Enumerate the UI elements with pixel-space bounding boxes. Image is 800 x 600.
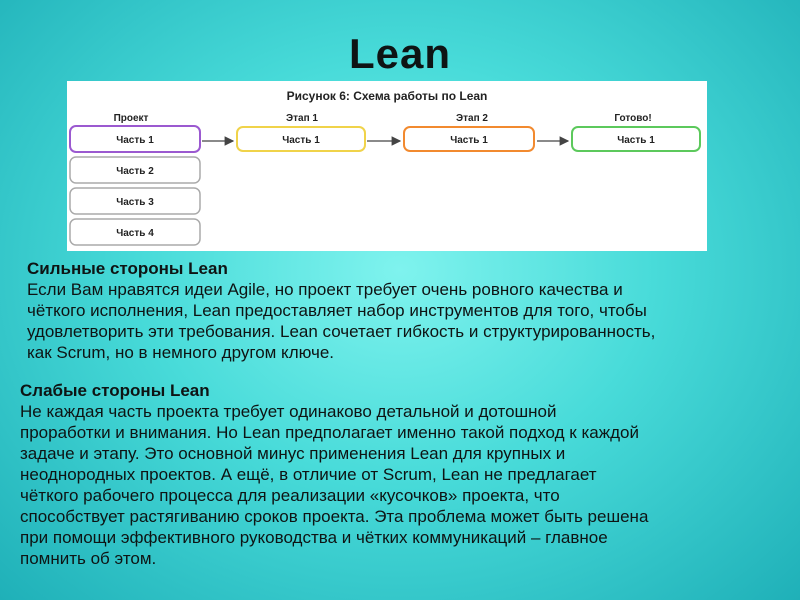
strengths-line: как Scrum, но в немного другом ключе. [27, 343, 335, 362]
project-part-label: Часть 4 [116, 228, 154, 239]
figure-caption: Рисунок 6: Схема работы по Lean [286, 89, 488, 103]
slide-title: Lean [348, 30, 452, 77]
column-header-done: Готово! [614, 113, 652, 124]
project-part-label: Часть 2 [116, 166, 154, 177]
weaknesses-line: при помощи эффективного руководства и чётких коммуникаций – главное [20, 528, 608, 547]
weaknesses-line: чёткого рабочего процесса для реализации «кусочков» проекта, что [20, 486, 560, 505]
strengths-line: удовлетворить эти требования. Lean сочетает гибкость и структурированность, [27, 322, 656, 341]
weaknesses-section [20, 380, 780, 569]
weaknesses-line: Не каждая часть проекта требует одинаково детальной и дотошной [20, 402, 557, 421]
weaknesses-line: задаче и этапу. Это основной минус применения Lean для крупных и [20, 444, 566, 463]
weaknesses-line: неоднородных проектов. А ещё, в отличие от Scrum, Lean не предлагает [20, 465, 597, 484]
stage2-part-label: Часть 1 [450, 135, 488, 146]
strengths-line: чёткого исполнения, Lean предоставляет набор инструментов для того, чтобы [27, 301, 647, 320]
stage1-part-label: Часть 1 [282, 135, 320, 146]
column-header-stage2: Этап 2 [456, 113, 488, 124]
project-part-label: Часть 1 [116, 135, 154, 146]
strengths-line: Если Вам нравятся идеи Agile, но проект требует очень ровного качества и [27, 280, 623, 299]
strengths-section [27, 258, 787, 363]
lean-workflow-diagram [67, 81, 707, 251]
project-part-label: Часть 3 [116, 197, 154, 208]
column-header-stage1: Этап 1 [286, 113, 318, 124]
lean-workflow-figure [67, 81, 707, 251]
weaknesses-line: способствует растягиванию сроков проекта. Эта проблема может быть решена [20, 507, 649, 526]
weaknesses-line: проработки и внимания. Но Lean предполагает именно такой подход к каждой [20, 423, 639, 442]
done-part-label: Часть 1 [617, 135, 655, 146]
weaknesses-heading: Слабые стороны Lean [20, 381, 210, 400]
weaknesses-line: помнить об этом. [20, 549, 157, 568]
strengths-heading: Сильные стороны Lean [27, 259, 228, 278]
column-header-project: Проект [113, 113, 149, 124]
